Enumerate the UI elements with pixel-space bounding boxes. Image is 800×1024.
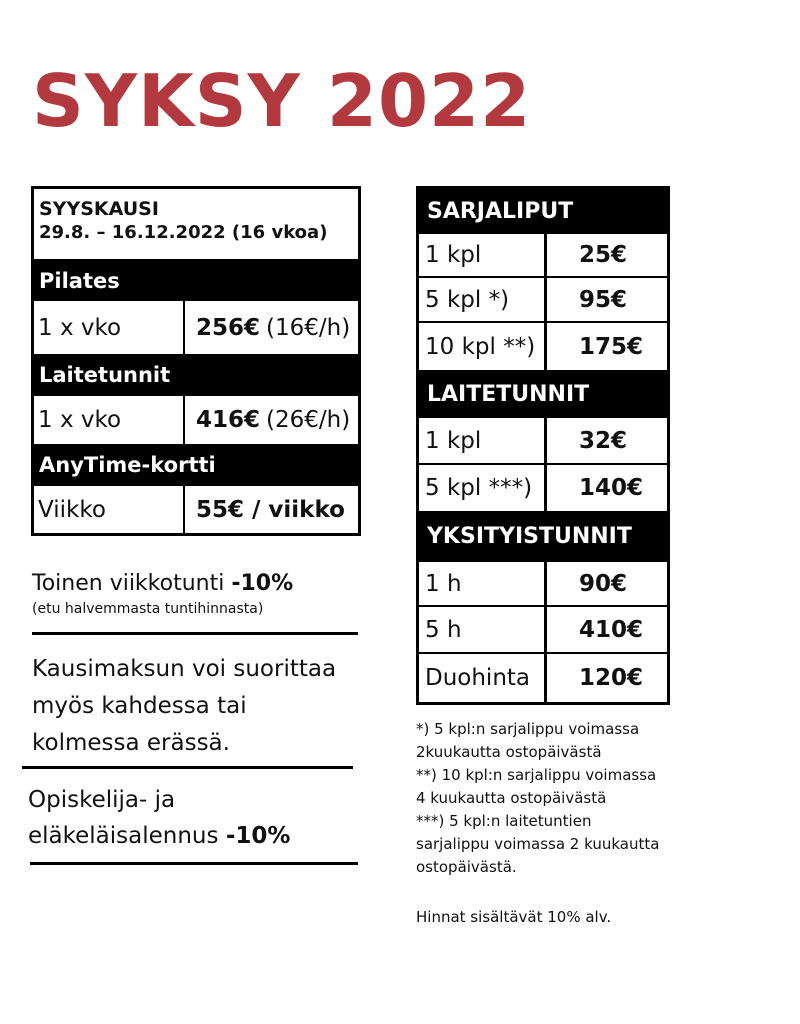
footnote-line: ostopäivästä. bbox=[416, 858, 517, 876]
divider bbox=[22, 766, 353, 769]
row-price-note: (16€/h) bbox=[266, 314, 351, 341]
row-price: 256€ bbox=[196, 314, 261, 341]
footnote-line: 2kuukautta ostopäivästä bbox=[416, 743, 602, 761]
price-row-value: 120€ bbox=[579, 665, 644, 691]
row-price-cell bbox=[187, 486, 358, 533]
vat-note: Hinnat sisältävät 10% alv. bbox=[416, 908, 612, 926]
row-label: Viikko bbox=[34, 486, 185, 533]
footnote-line: *) 5 kpl:n sarjalippu voimassa bbox=[416, 720, 640, 738]
price-row-value: 175€ bbox=[579, 333, 644, 360]
price-row-value: 95€ bbox=[579, 286, 628, 313]
price-row bbox=[419, 278, 667, 323]
price-row-value: 90€ bbox=[579, 570, 628, 597]
price-row-label: 5 kpl ***) bbox=[419, 465, 547, 511]
second-hour-subnote: (etu halvemmasta tuntihinnasta) bbox=[32, 601, 264, 617]
row-price: 416€ bbox=[196, 407, 261, 433]
price-row bbox=[419, 654, 667, 702]
price-row-label: 5 h bbox=[419, 607, 547, 652]
second-hour-discount: -10% bbox=[231, 571, 294, 596]
season-row-pilates bbox=[34, 301, 358, 354]
installments-line-3: kolmessa erässä. bbox=[32, 730, 230, 756]
season-row-laitetunnit bbox=[34, 396, 358, 444]
price-row bbox=[419, 323, 667, 370]
second-hour-text: Toinen viikkotunti bbox=[32, 571, 225, 596]
price-row-label: 5 kpl *) bbox=[419, 278, 547, 321]
group-heading-sarjaliput: SARJALIPUT bbox=[419, 189, 667, 234]
section-heading-pilates: Pilates bbox=[34, 261, 358, 301]
footnote-line: ***) 5 kpl:n laitetuntien bbox=[416, 812, 592, 830]
footnote-line: sarjalippu voimassa 2 kuukautta bbox=[416, 835, 660, 853]
student-discount-note bbox=[28, 782, 290, 854]
installments-note bbox=[32, 651, 336, 762]
footnotes bbox=[416, 718, 706, 879]
price-row-value: 410€ bbox=[579, 616, 644, 643]
divider bbox=[30, 862, 358, 865]
section-heading-laitetunnit: Laitetunnit bbox=[34, 354, 358, 396]
price-row bbox=[419, 234, 667, 278]
second-hour-note bbox=[32, 571, 293, 596]
price-row-value: 25€ bbox=[579, 242, 628, 268]
price-row-label: 1 kpl bbox=[419, 418, 547, 463]
group-heading-yksityistunnit: YKSITYISTUNNIT bbox=[419, 511, 667, 562]
installments-line-1: Kausimaksun voi suorittaa bbox=[32, 656, 337, 682]
season-dates: 29.8. – 16.12.2022 (16 vkoa) bbox=[39, 222, 328, 243]
price-row-value: 32€ bbox=[579, 427, 628, 454]
section-heading-anytime: AnyTime-kortti bbox=[34, 444, 358, 486]
student-line-2-text: eläkeläisalennus bbox=[28, 823, 219, 849]
installments-line-2: myös kahdessa tai bbox=[32, 693, 247, 719]
row-label: 1 x vko bbox=[34, 396, 185, 444]
season-header bbox=[34, 189, 358, 261]
row-price-cell bbox=[187, 301, 358, 354]
season-price-table bbox=[31, 186, 361, 536]
page-title: SYKSY 2022 bbox=[32, 59, 532, 143]
season-heading: SYYSKAUSI bbox=[39, 198, 159, 220]
price-row bbox=[419, 562, 667, 607]
season-row-anytime bbox=[34, 486, 358, 533]
footnote-line: **) 10 kpl:n sarjalippu voimassa bbox=[416, 766, 657, 784]
price-row-label: Duohinta bbox=[419, 654, 547, 702]
price-row-label: 10 kpl **) bbox=[419, 323, 547, 370]
row-price-cell bbox=[187, 396, 358, 444]
price-row bbox=[419, 465, 667, 511]
group-heading-laitetunnit: LAITETUNNIT bbox=[419, 370, 667, 418]
price-list-table bbox=[416, 186, 670, 705]
student-line-2 bbox=[28, 818, 290, 854]
row-label: 1 x vko bbox=[34, 301, 185, 354]
price-row bbox=[419, 607, 667, 654]
price-row-label: 1 h bbox=[419, 562, 547, 605]
divider bbox=[32, 632, 358, 635]
row-price-note: (26€/h) bbox=[266, 407, 351, 433]
student-line-1: Opiskelija- ja bbox=[28, 787, 176, 813]
price-row-value: 140€ bbox=[579, 475, 644, 501]
price-row bbox=[419, 418, 667, 465]
row-price: 55€ / viikko bbox=[196, 496, 345, 523]
footnote-line: 4 kuukautta ostopäivästä bbox=[416, 789, 607, 807]
price-row-label: 1 kpl bbox=[419, 234, 547, 276]
student-discount: -10% bbox=[225, 823, 291, 849]
